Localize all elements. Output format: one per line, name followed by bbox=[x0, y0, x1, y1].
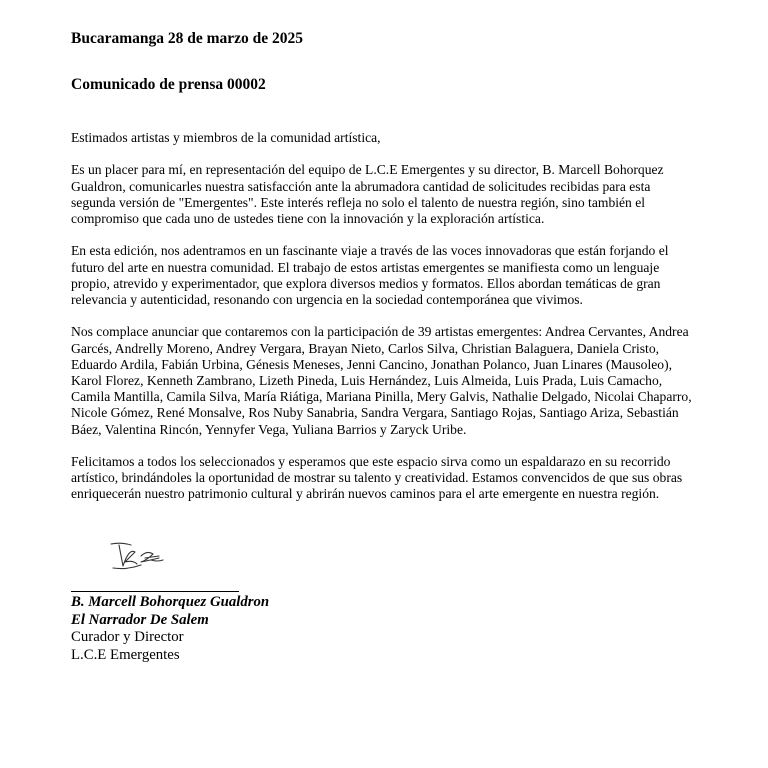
signer-organization: L.C.E Emergentes bbox=[71, 646, 180, 663]
paragraph-edition: En esta edición, nos adentramos en un fascinante viaje a través de las voces innovadoras que están forjando el futuro del arte en nuestra comunidad. El trabajo de estos artistas emergentes se manifiesta como un lenguaje propio, atrevido y experimentador, que explora diversos medios y formatos. Ellos abordan temáticas de gran relevancia y autenticidad, resonando con urgencia en la sociedad contemporánea que vivimos. bbox=[71, 243, 669, 307]
salutation: Estimados artistas y miembros de la comunidad artística, bbox=[71, 130, 381, 145]
letter-body bbox=[71, 130, 697, 519]
date-line: Bucaramanga 28 de marzo de 2025 bbox=[71, 30, 304, 47]
handwritten-signature-icon bbox=[107, 538, 187, 578]
paragraph-intro: Es un placer para mí, en representación del equipo de L.C.E Emergentes y su director, B. Marcell Bohorquez Gualdron, comunicarles nuestra satisfacción ante la abrumadora cantidad de solicitudes recibidas para esta segunda versión de "Emergentes". Este interés refleja no solo el talento de nuestra región, sino también el compromiso que cada uno de ustedes tiene con la innovación y la exploración artística. bbox=[71, 162, 664, 226]
signature-line bbox=[71, 591, 239, 592]
signer-details bbox=[71, 594, 269, 664]
signer-name: B. Marcell Bohorquez Gualdron bbox=[71, 594, 270, 610]
paragraph-artists-list: Nos complace anunciar que contaremos con la participación de 39 artistas emergentes: Andrea Cervantes, Andrea Garcés, Andrelly Moreno, Andrey Vergara, Brayan Nieto, Carlos Silva, Christian Balaguera, Daniela Cristo, Eduardo Ardila, Fabián Urbina, Génesis Meneses, Jenni Cancino, Jonathan Polanco, Juan Linares (Mausoleo), Karol Florez, Kenneth Zambrano, Lizeth Pineda, Luis Hernández, Luis Almeida, Luis Prada, Luis Camacho, Camila Mantilla, Camila Silva, María Riátiga, Mariana Pinilla, Mery Galvis, Nathalie Delgado, Nicolai Chaparro, Nicole Gómez, René Monsalve, Ros Nuby Sanabria, Sandra Vergara, Santiago Rojas, Santiago Ariza, Sebastián Báez, Valentina Rincón, Yennyfer Vega, Yuliana Barrios y Zaryck Uribe. bbox=[71, 324, 692, 437]
press-release-title: Comunicado de prensa 00002 bbox=[71, 76, 266, 93]
signer-role: Curador y Director bbox=[71, 629, 184, 646]
signer-alias: El Narrador De Salem bbox=[71, 611, 209, 628]
paragraph-congratulations: Felicitamos a todos los seleccionados y esperamos que este espacio sirva como un espaldarazo en su recorrido artístico, brindándoles la oportunidad de mostrar su talento y creatividad. Estamos convencidos de que sus obras enriquecerán nuestro patrimonio cultural y abrirán nuevos caminos para el arte emergente en nuestra región. bbox=[71, 454, 683, 502]
